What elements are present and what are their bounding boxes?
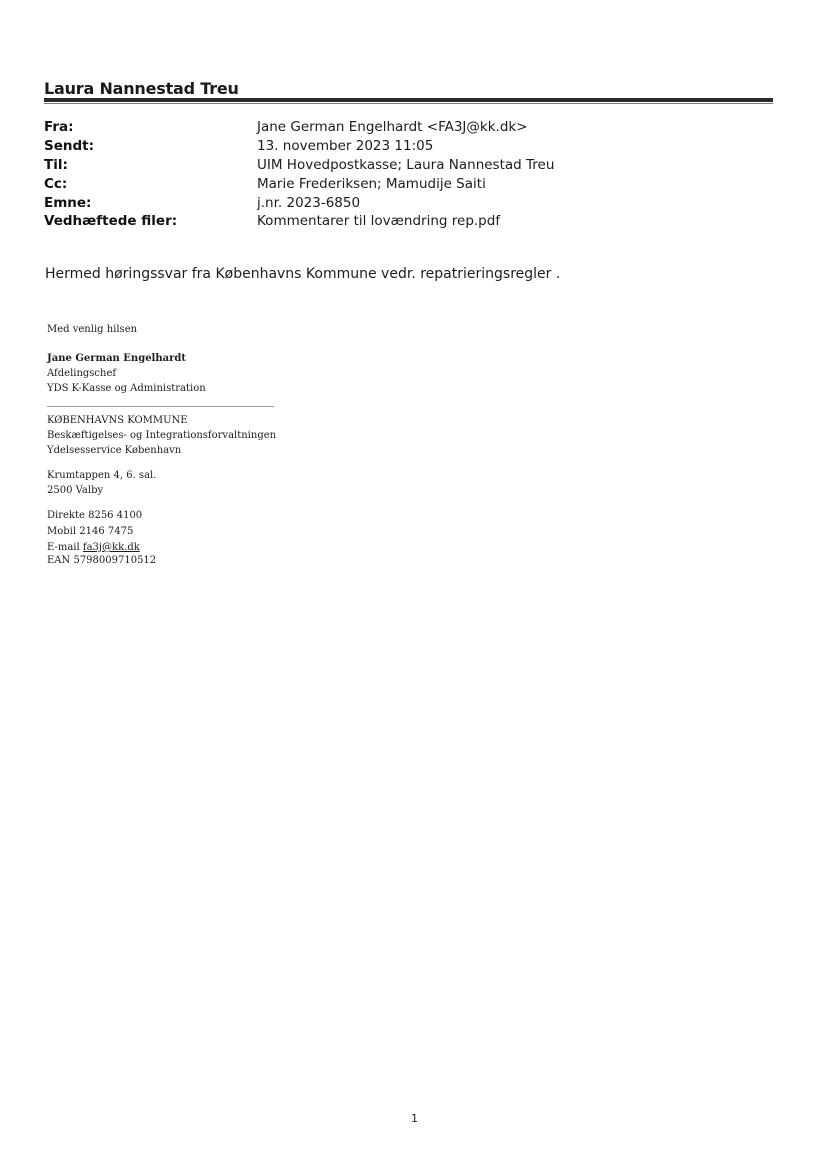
signature-department: YDS K-Kasse og Administration	[47, 383, 206, 394]
header-row-sent	[44, 137, 773, 155]
from-label: Fra:	[44, 119, 74, 135]
message-body: Hermed høringssvar fra Københavns Kommune vedr. repatrieringsregler .	[45, 266, 561, 282]
subject-label: Emne:	[44, 195, 92, 211]
header-row-subject	[44, 194, 773, 212]
sent-value: 13. november 2023 11:05	[257, 138, 434, 154]
signature-email-link[interactable]: fa3j@kk.dk	[82, 542, 140, 553]
signature-organization: KØBENHAVNS KOMMUNE	[47, 415, 188, 426]
header-divider-thin	[44, 103, 773, 104]
subject-value: j.nr. 2023-6850	[257, 195, 361, 211]
signature-greeting: Med venlig hilsen	[47, 324, 138, 335]
to-value: UIM Hovedpostkasse; Laura Nannestad Treu	[257, 157, 555, 173]
signature-unit: Ydelsesservice København	[47, 445, 182, 456]
header-row-from	[44, 118, 773, 136]
signature-city: 2500 Valby	[47, 485, 104, 496]
page-number: 1	[411, 1112, 418, 1125]
cc-value: Marie Frederiksen; Mamudije Saiti	[257, 176, 486, 192]
signature-mobile-phone: Mobil 2146 7475	[47, 526, 134, 537]
sent-label: Sendt:	[44, 138, 95, 154]
from-value: Jane German Engelhardt <FA3J@kk.dk>	[257, 119, 528, 135]
header-row-to	[44, 156, 773, 174]
signature-email-prefix: E-mail	[47, 542, 83, 553]
cc-label: Cc:	[44, 176, 68, 192]
signature-name: Jane German Engelhardt	[47, 353, 186, 364]
attachments-label: Vedhæftede filer:	[44, 213, 178, 229]
signature-ean: EAN 5798009710512	[47, 555, 157, 566]
signature-title: Afdelingschef	[47, 368, 117, 379]
to-label: Til:	[44, 157, 68, 173]
attachments-value: Kommentarer til lovændring rep.pdf	[257, 213, 501, 229]
signature-divider	[47, 406, 274, 407]
header-row-attachments	[44, 212, 773, 230]
signature-administration: Beskæftigelses- og Integrationsforvaltningen	[47, 430, 277, 441]
mailbox-owner-name: Laura Nannestad Treu	[44, 79, 239, 98]
signature-street: Krumtappen 4, 6. sal.	[47, 470, 157, 481]
signature-email-line	[47, 541, 140, 554]
header-row-cc	[44, 175, 773, 193]
signature-direct-phone: Direkte 8256 4100	[47, 510, 143, 521]
header-divider-thick	[44, 98, 773, 102]
